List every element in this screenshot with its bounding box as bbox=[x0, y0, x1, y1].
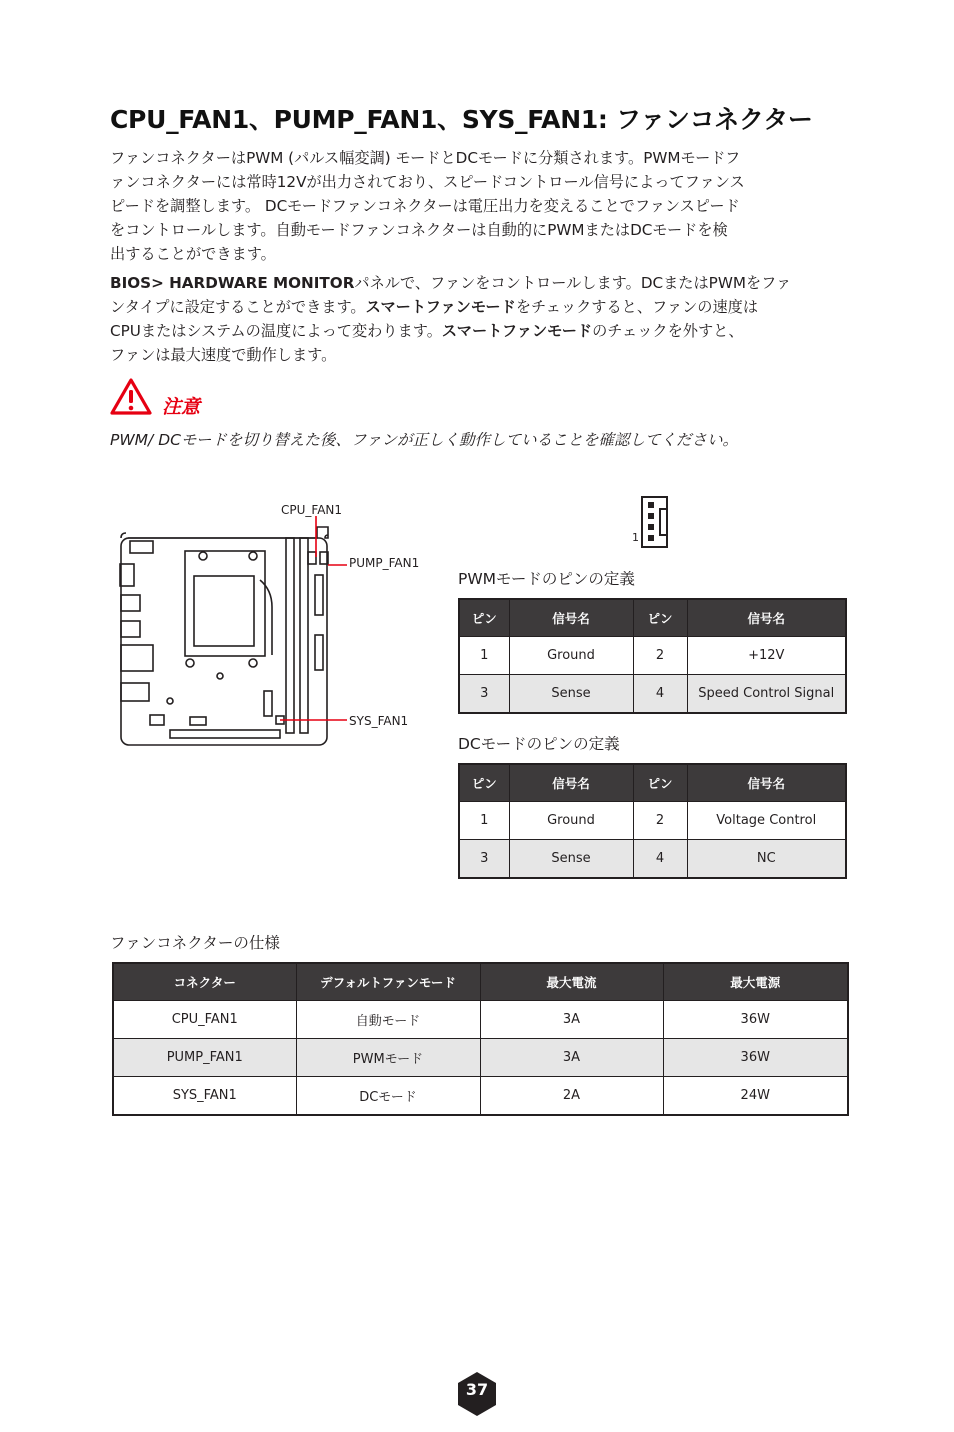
table-cell: 4 bbox=[633, 840, 687, 879]
table-cell: DCモード bbox=[296, 1077, 480, 1116]
column-header: ピン bbox=[459, 599, 509, 637]
dc-table-title: DCモードのピンの定義 bbox=[458, 735, 620, 753]
column-header: 最大電源 bbox=[663, 963, 848, 1001]
column-header: デフォルトファンモード bbox=[296, 963, 480, 1001]
table-cell: Sense bbox=[509, 675, 633, 714]
bios-menu-path: BIOS> HARDWARE MONITOR bbox=[110, 274, 355, 292]
bios-line bbox=[110, 295, 850, 319]
table-cell: Voltage Control bbox=[687, 802, 846, 840]
table-row bbox=[113, 1001, 848, 1039]
table-row bbox=[459, 802, 846, 840]
pwm-pin-table bbox=[458, 598, 847, 714]
table-cell: PUMP_FAN1 bbox=[113, 1039, 296, 1077]
intro-paragraph bbox=[110, 146, 850, 266]
spec-table-title: ファンコネクターの仕様 bbox=[110, 934, 280, 952]
intro-line: 出することができます。 bbox=[110, 245, 276, 263]
table-cell: 2 bbox=[633, 637, 687, 675]
smart-fan-mode-term: スマートファンモード bbox=[441, 322, 593, 340]
table-cell: 3 bbox=[459, 675, 509, 714]
bios-text: ンタイプに設定することができます。 bbox=[110, 298, 366, 316]
table-cell: 2 bbox=[633, 802, 687, 840]
table-cell: Sense bbox=[509, 840, 633, 879]
warning-icon bbox=[110, 378, 152, 416]
pin-one-label: 1 bbox=[632, 531, 639, 544]
table-cell: Ground bbox=[509, 637, 633, 675]
table-cell: 自動モード bbox=[296, 1001, 480, 1039]
table-row bbox=[113, 1077, 848, 1116]
table-cell: 1 bbox=[459, 637, 509, 675]
table-cell: Speed Control Signal bbox=[687, 675, 846, 714]
bios-text: CPUまたはシステムの温度によって変わります。 bbox=[110, 322, 442, 340]
table-cell: Ground bbox=[509, 802, 633, 840]
table-header-row bbox=[113, 963, 848, 1001]
bios-paragraph bbox=[110, 271, 850, 367]
table-cell: CPU_FAN1 bbox=[113, 1001, 296, 1039]
bios-text: のチェックを外すと、 bbox=[592, 322, 744, 340]
smart-fan-mode-term: スマートファンモード bbox=[365, 298, 516, 316]
table-cell: SYS_FAN1 bbox=[113, 1077, 296, 1116]
table-cell: 36W bbox=[663, 1001, 848, 1039]
table-header-row bbox=[459, 599, 846, 637]
column-header: ピン bbox=[459, 764, 509, 802]
table-cell: PWMモード bbox=[296, 1039, 480, 1077]
table-cell: NC bbox=[687, 840, 846, 879]
bios-text: をチェックすると、ファンの速度は bbox=[515, 298, 759, 316]
column-header: ピン bbox=[633, 599, 687, 637]
column-header: 信号名 bbox=[509, 599, 633, 637]
intro-line: ァンコネクターには常時12Vが出力されており、スピードコントロール信号によってファンス bbox=[110, 173, 745, 191]
column-header: コネクター bbox=[113, 963, 296, 1001]
table-row bbox=[459, 637, 846, 675]
pwm-table-title: PWMモードのピンの定義 bbox=[458, 570, 635, 588]
table-header-row bbox=[459, 764, 846, 802]
bios-line: ファンは最大速度で動作します。 bbox=[110, 346, 337, 364]
bios-line bbox=[110, 319, 850, 343]
column-header: 最大電流 bbox=[480, 963, 663, 1001]
intro-line: ピードを調整します。 DCモードファンコネクターは電圧出力を変えることでファンスピード bbox=[110, 197, 740, 215]
table-cell: 1 bbox=[459, 802, 509, 840]
cpu-fan1-label: CPU_FAN1 bbox=[281, 503, 343, 517]
column-header: 信号名 bbox=[509, 764, 633, 802]
table-cell: 36W bbox=[663, 1039, 848, 1077]
caution-text: PWM/ DCモードを切り替えた後、ファンが正しく動作していることを確認してください。 bbox=[110, 431, 739, 449]
fan-spec-table bbox=[112, 962, 849, 1116]
page-number: 37 bbox=[465, 1380, 489, 1399]
bios-line bbox=[110, 271, 850, 295]
pump-fan1-label: PUMP_FAN1 bbox=[349, 556, 420, 570]
intro-line: をコントロールします。自動モードファンコネクターは自動的にPWMまたはDCモードを検 bbox=[110, 221, 728, 239]
bios-text: パネルで、ファンをコントロールします。DCまたはPWMをファ bbox=[354, 274, 792, 292]
table-row bbox=[459, 840, 846, 879]
table-cell: 3 bbox=[459, 840, 509, 879]
table-cell: +12V bbox=[687, 637, 846, 675]
table-cell: 2A bbox=[480, 1077, 663, 1116]
intro-line: ファンコネクターはPWM (パルス幅変調) モードとDCモードに分類されます。PWMモードフ bbox=[110, 149, 741, 167]
caution-label: 注意 bbox=[162, 396, 201, 418]
table-cell: 3A bbox=[480, 1001, 663, 1039]
column-header: 信号名 bbox=[687, 764, 846, 802]
column-header: 信号名 bbox=[687, 599, 846, 637]
dc-pin-table bbox=[458, 763, 847, 879]
column-header: ピン bbox=[633, 764, 687, 802]
table-row bbox=[113, 1039, 848, 1077]
table-cell: 3A bbox=[480, 1039, 663, 1077]
table-cell: 24W bbox=[663, 1077, 848, 1116]
table-row bbox=[459, 675, 846, 714]
sys-fan1-label: SYS_FAN1 bbox=[349, 714, 409, 728]
table-cell: 4 bbox=[633, 675, 687, 714]
page-title: CPU_FAN1、PUMP_FAN1、SYS_FAN1: ファンコネクター bbox=[110, 105, 813, 134]
